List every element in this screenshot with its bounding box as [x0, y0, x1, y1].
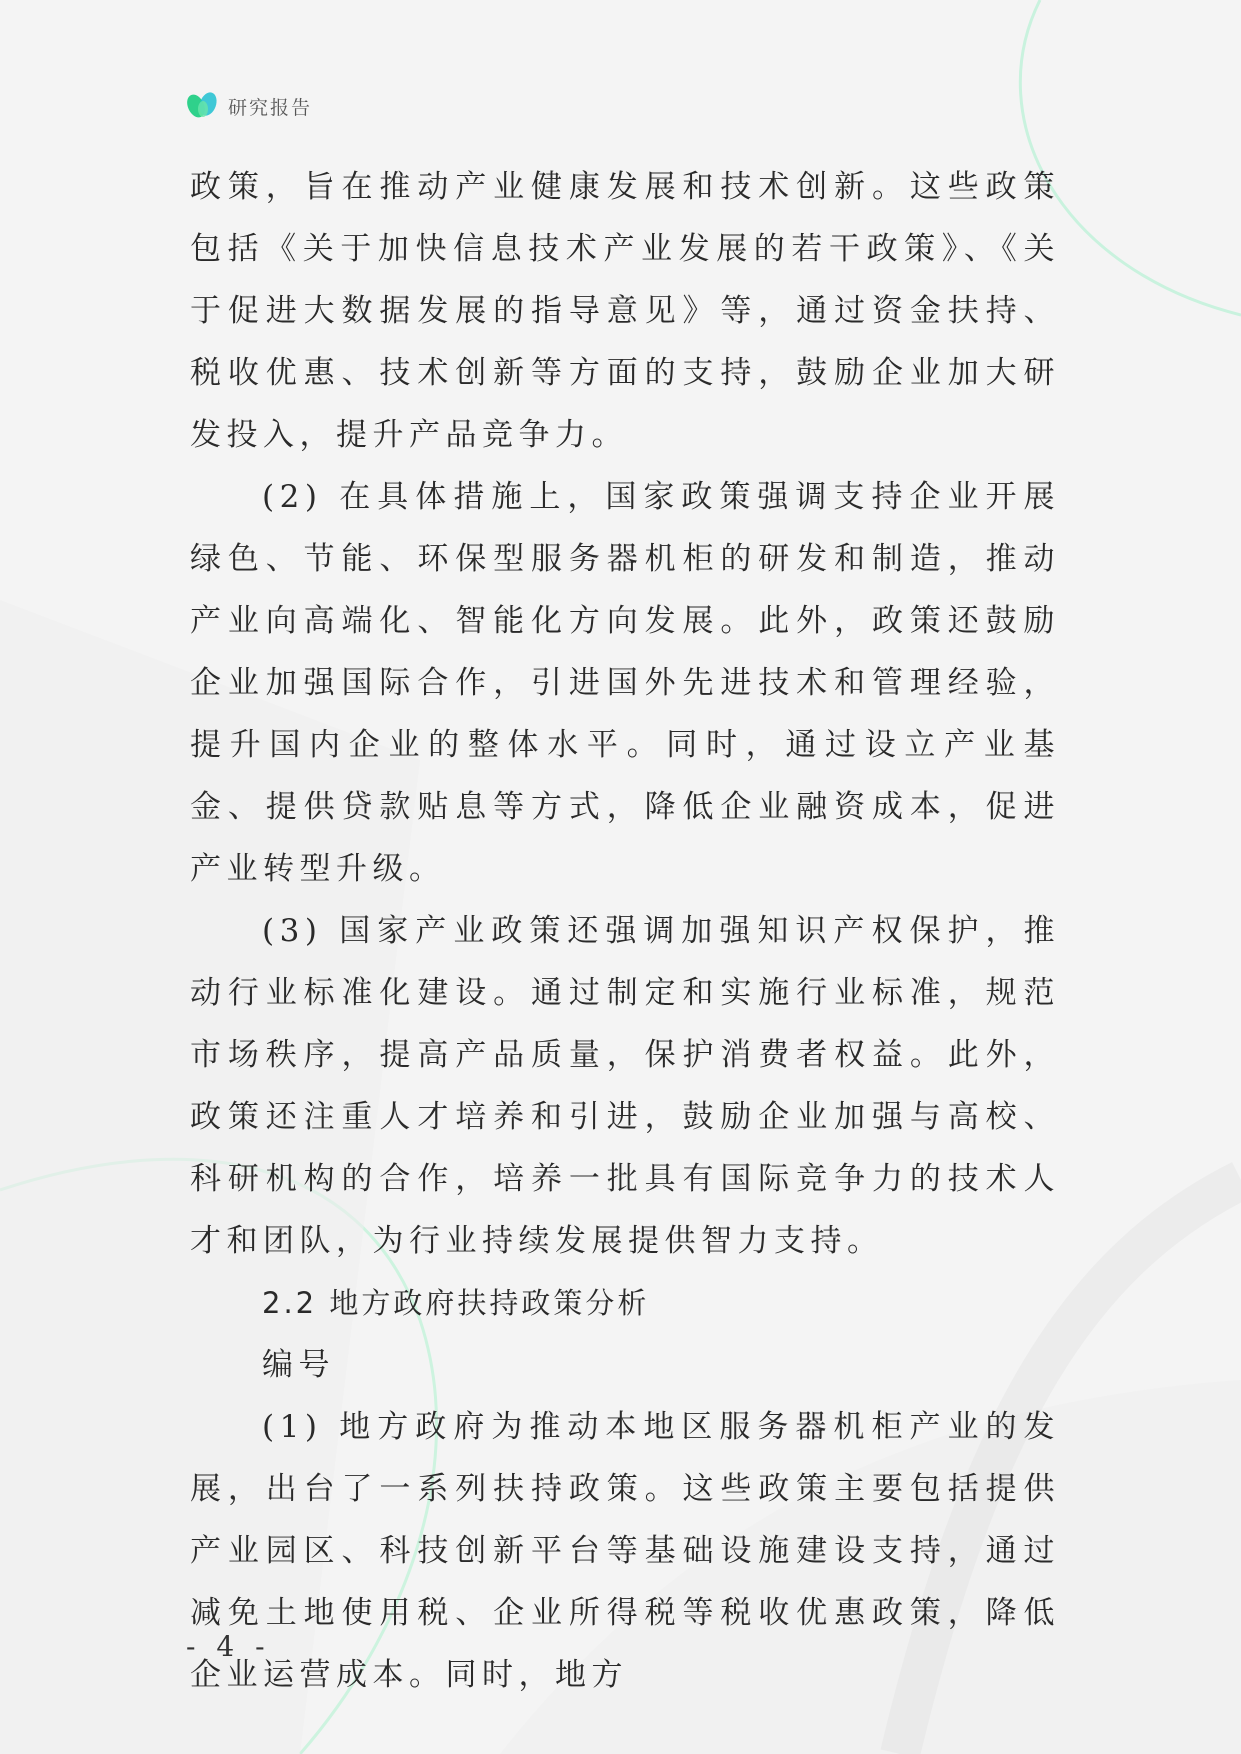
paragraph: (1) 地方政府为推动本地区服务器机柜产业的发展，出台了一系列扶持政策。这些政策主要包括提供产业园区、科技创新平台等基础设施建设支持，通过减免土地使用税、企业所得税等税收优惠政策，降低企业运营成本。同时，地方 [190, 1409, 1060, 1693]
header-title: 研究报告 [228, 96, 313, 119]
section-label: 编号 [262, 1347, 335, 1383]
paragraph: 政策，旨在推动产业健康发展和技术创新。这些政策包括《关于加快信息技术产业发展的若干政策》、《关于促进大数据发展的指导意见》等，通过资金扶持、税收优惠、技术创新等方面的支持，鼓励企业加大研发投入，提升产品竞争力。 [190, 169, 1060, 453]
logo-icon [186, 89, 220, 123]
document-body [190, 156, 1060, 1706]
paragraph: (2) 在具体措施上，国家政策强调支持企业开展绿色、节能、环保型服务器机柜的研发和制造，推动产业向高端化、智能化方向发展。此外，政策还鼓励企业加强国际合作，引进国外先进技术和管理经验，提升国内企业的整体水平。同时，通过设立产业基金、提供贷款贴息等方式，降低企业融资成本，促进产业转型升级。 [190, 479, 1060, 887]
page-number: - 4 - [186, 1630, 271, 1663]
paragraph: (3) 国家产业政策还强调加强知识产权保护，推动行业标准化建设。通过制定和实施行业标准，规范市场秩序，提高产品质量，保护消费者权益。此外，政策还注重人才培养和引进，鼓励企业加强与高校、科研机构的合作，培养一批具有国际竞争力的技术人才和团队，为行业持续发展提供智力支持。 [190, 913, 1060, 1259]
section-heading: 2.2 地方政府扶持政策分析 [262, 1286, 650, 1320]
report-header [186, 88, 312, 124]
